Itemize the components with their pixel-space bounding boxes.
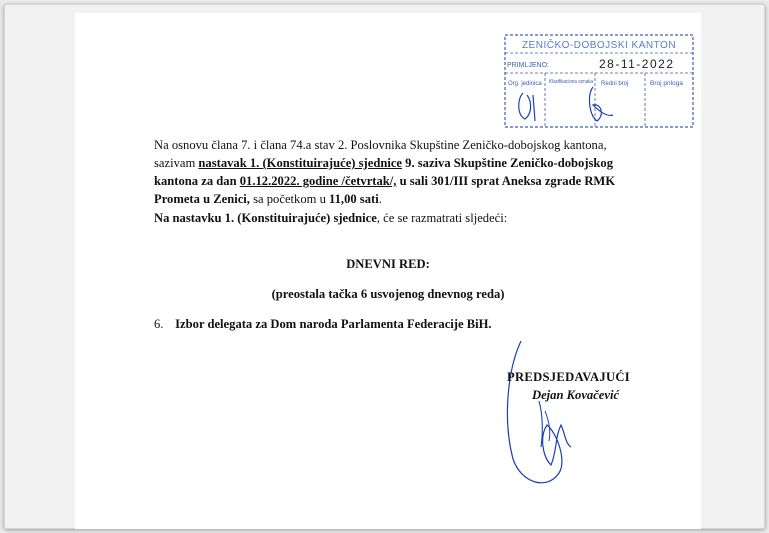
stamp-header: ZENIČKO-DOBOJSKI KANTON bbox=[521, 40, 677, 51]
agenda-intro-bold: Na nastavku 1. (Konstituirajuće) sjednice bbox=[154, 211, 377, 225]
document-viewer-frame bbox=[4, 4, 765, 529]
signatory-title: PREDSJEDAVAJUĆI bbox=[507, 370, 631, 384]
para1-line3 bbox=[154, 172, 614, 190]
stamp-col2: Klasifikaciona oznaka bbox=[549, 79, 594, 85]
para1-line4-normal: sa početkom u bbox=[249, 192, 330, 206]
agenda-title: DNEVNI RED: bbox=[346, 257, 430, 271]
para1-line2 bbox=[154, 154, 614, 172]
stamp-received-label: PRIMLJENO: bbox=[507, 62, 550, 69]
stamp-date: 28-11-2022 bbox=[599, 57, 675, 71]
stamp-col4: Broj priloga bbox=[650, 80, 683, 87]
para1-line2-bold: 9. saziva Skupštine Zeničko-dobojskog bbox=[402, 156, 614, 170]
stamp-handwritten-marks bbox=[509, 85, 619, 129]
convocation-paragraph bbox=[154, 136, 614, 208]
agenda-intro bbox=[154, 211, 507, 226]
agenda-item-number: 6. bbox=[154, 317, 164, 331]
stamp-col3: Redni broj bbox=[601, 81, 629, 87]
para1-line4-end: . bbox=[378, 192, 382, 206]
agenda-item bbox=[154, 317, 492, 332]
stamp-col1: Org. jedinica bbox=[508, 81, 542, 87]
session-date: 01.12.2022. godine /četvrtak/, bbox=[239, 174, 397, 188]
para1-line3-rest: u sali 301/III sprat Aneksa zgrade RMK bbox=[396, 174, 616, 188]
document-page bbox=[75, 13, 701, 529]
para1-line2-pre: sazivam bbox=[154, 156, 199, 170]
para1-line3-bold: kantona za dan bbox=[154, 174, 240, 188]
session-name: nastavak 1. (Konstituirajuće) sjednice bbox=[198, 156, 403, 170]
session-time: 11,00 sati bbox=[329, 192, 379, 206]
para1-line1: Na osnovu člana 7. i člana 74.a stav 2. Poslovnika Skupštine Zeničko-dobojskog kantona, bbox=[154, 138, 607, 152]
agenda-subtitle: (preostala tačka 6 usvojenog dnevnog reda) bbox=[271, 287, 505, 301]
agenda-item-text: Izbor delegata za Dom naroda Parlamenta Federacije BiH. bbox=[175, 317, 492, 331]
para1-line4 bbox=[154, 190, 614, 208]
handwritten-signature bbox=[499, 341, 589, 491]
session-location: Prometa u Zenici, bbox=[154, 192, 250, 206]
signatory-name: Dejan Kovačević bbox=[532, 388, 620, 402]
agenda-intro-normal: , će se razmatrati sljedeći: bbox=[376, 211, 508, 225]
